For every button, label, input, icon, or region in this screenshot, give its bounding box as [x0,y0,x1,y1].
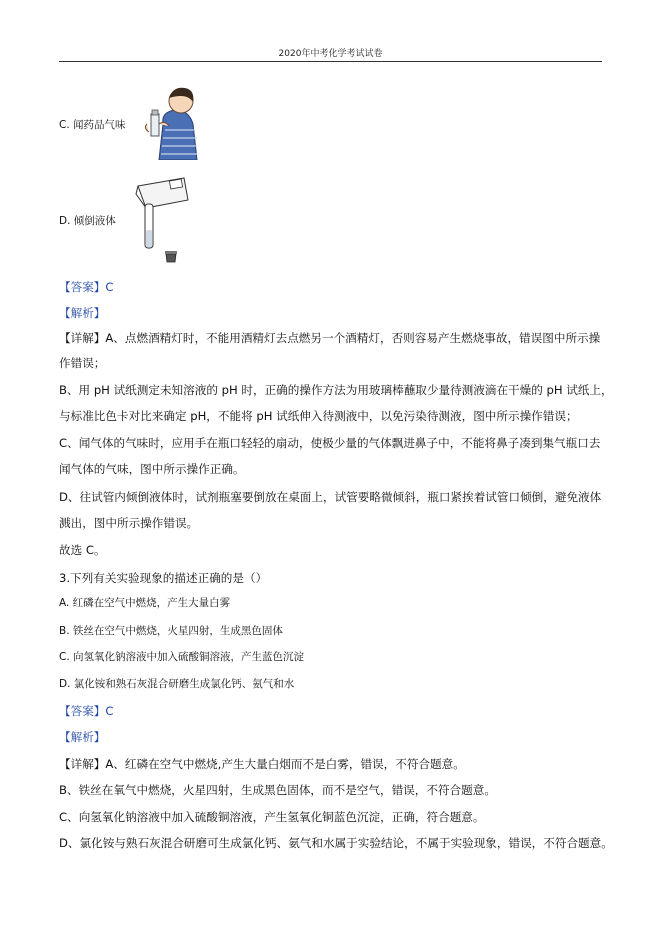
q3-detail-line: C、向氢氧化钠溶液中加入硫酸铜溶液，产生氢氧化铜蓝色沉淀，正确，符合题意。 [59,810,485,824]
smell-illustration [135,84,215,164]
pour-liquid-illustration [132,172,192,270]
q2-detail-line: 【详解】A、点燃酒精灯时，不能用酒精灯去点燃另一个酒精灯，否则容易产生燃烧事故，错误图中所示操 [59,331,601,345]
q2-detail-line: 与标准比色卡对比来确定 pH，不能将 pH 试纸伸入待测液中，以免污染待测液，图中所示操作错误； [59,409,578,423]
q3-detail-line: D、氯化铵与熟石灰混合研磨可生成氯化钙、氨气和水属于实验结论，不属于实验现象，错误，不符合题意。 [59,836,613,850]
q2-detail-line: B、用 pH 试纸测定未知溶液的 pH 时，正确的操作方法为用玻璃棒蘸取少量待测液滴在干燥的 pH 试纸上， [59,383,613,397]
page-header: 2020年中考化学考试试卷 [278,49,383,59]
header-rule [59,61,602,62]
q2-conclusion: 故选 C。 [59,543,106,557]
q3-option-d: D. 氯化铵和熟石灰混合研磨生成氯化钙、氨气和水 [59,678,295,690]
option-c-smell: C. 闻药品气味 [59,119,126,131]
q3-answer: 【答案】C [59,704,114,718]
q3-detail-line: 【详解】A、红磷在空气中燃烧,产生大量白烟而不是白雾，错误，不符合题意。 [59,757,465,771]
option-d-pour: D. 倾倒液体 [59,215,116,227]
q2-analysis-title: 【解析】 [59,306,106,320]
q2-detail-line: 作错误； [59,356,106,370]
q3-option-c: C. 向氢氧化钠溶液中加入硫酸铜溶液，产生蓝色沉淀 [59,651,305,663]
q2-answer: 【答案】C [59,280,114,294]
q2-detail-line: C、闻气体的气味时，应用手在瓶口轻轻的扇动，使极少量的气体飘进鼻子中，不能将鼻子凑到集气瓶口去 [59,436,601,450]
q3-analysis-title: 【解析】 [59,730,106,744]
q2-detail-line: D、往试管内倾倒液体时，试剂瓶塞要倒放在桌面上，试管要略微倾斜，瓶口紧挨着试管口倾倒，避免液体 [59,490,602,504]
q3-option-a: A. 红磷在空气中燃烧，产生大量白雾 [59,597,231,609]
q2-detail-line: 闻气体的气味，图中所示操作正确。 [59,462,245,476]
q3-question: 3.下列有关实验现象的描述正确的是（） [59,571,268,585]
q3-detail-line: B、铁丝在氧气中燃烧，火星四射，生成黑色固体，而不是空气，错误，不符合题意。 [59,783,496,797]
q3-option-b: B. 铁丝在空气中燃烧，火星四射，生成黑色固体 [59,625,283,637]
q2-detail-line: 溅出，图中所示操作错误。 [59,516,199,530]
